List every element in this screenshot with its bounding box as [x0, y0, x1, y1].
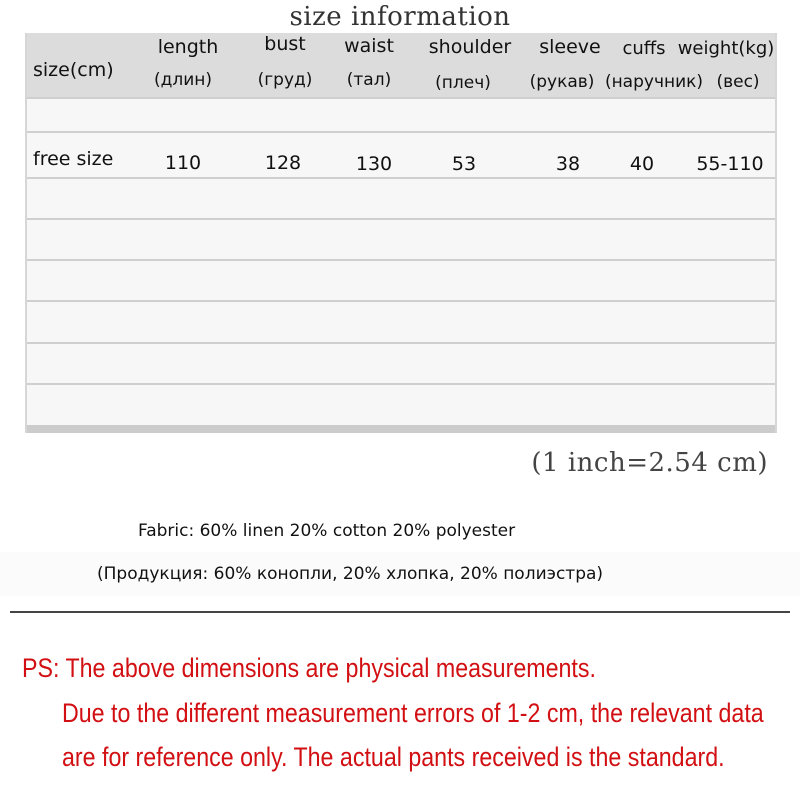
row-label: free size [33, 148, 114, 170]
column-header-length: length [157, 36, 219, 58]
table-divider [25, 97, 777, 99]
column-header-bust: bust [264, 33, 306, 55]
column-header-weight: weight(kg) [677, 38, 775, 59]
cell-waist: 130 [355, 153, 393, 175]
fabric-composition-ru: (Продукция: 60% конопли, 20% хлопка, 20% полиэстра) [97, 564, 604, 584]
column-header-cuffs-ru: (наручник) [604, 72, 704, 92]
ps-note-line-3: are for reference only. The actual pants received is the standard. [62, 742, 725, 772]
table-left-border [25, 33, 27, 433]
column-header-shoulder: shoulder [428, 36, 512, 58]
column-header-sleeve: sleeve [539, 36, 601, 58]
table-divider [25, 342, 777, 344]
table-divider [25, 259, 777, 261]
column-header-bust-ru: (груд) [257, 70, 313, 90]
column-header-length-ru: (длин) [153, 70, 213, 90]
cell-sleeve: 38 [555, 153, 581, 175]
size-table [25, 33, 777, 433]
column-header-weight-ru: (вес) [716, 72, 760, 92]
column-header-cuffs: cuffs [622, 38, 666, 59]
ps-note-line-2: Due to the different measurement errors of 1-2 cm, the relevant data [62, 698, 764, 728]
column-header-sleeve-ru: (рукав) [529, 72, 595, 92]
ps-note-line-1: PS: The above dimensions are physical measurements. [22, 653, 596, 683]
cell-shoulder: 53 [451, 153, 477, 175]
cell-cuffs: 40 [629, 153, 655, 175]
cell-weight: 55-110 [696, 153, 764, 175]
table-divider [25, 177, 777, 179]
unit-conversion-note: (1 inch=2.54 cm) [531, 448, 768, 478]
table-right-border [775, 33, 777, 433]
page-title: size information [289, 2, 511, 32]
fabric-composition: Fabric: 60% linen 20% cotton 20% polyester [138, 521, 516, 541]
table-bottom-border [25, 425, 777, 433]
cell-bust: 128 [264, 152, 302, 174]
table-divider [25, 383, 777, 385]
row-header-label: size(cm) [33, 59, 114, 81]
table-divider [25, 300, 777, 302]
column-header-shoulder-ru: (плеч) [435, 73, 491, 93]
fabric-composition-ru-band [0, 552, 800, 596]
column-header-waist: waist [344, 35, 394, 57]
column-header-waist-ru: (тал) [346, 70, 392, 90]
cell-length: 110 [164, 152, 202, 174]
table-divider [25, 218, 777, 220]
section-divider [10, 611, 790, 613]
table-divider [25, 131, 777, 133]
